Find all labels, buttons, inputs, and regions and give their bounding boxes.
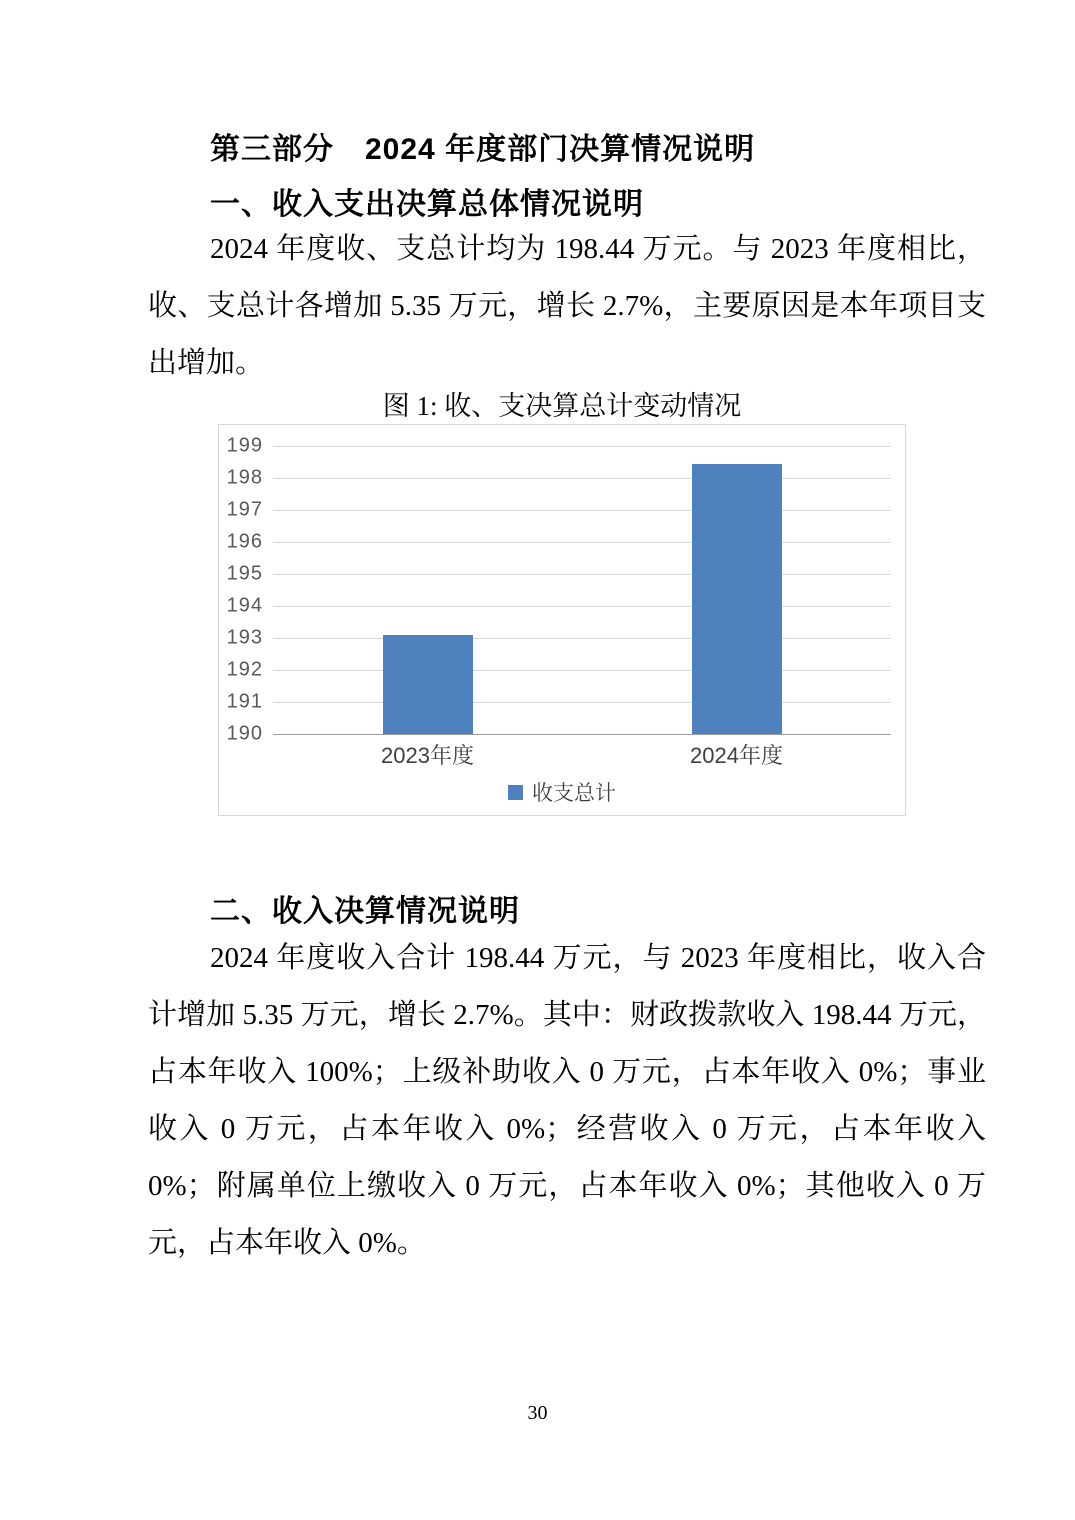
- gridline: [273, 478, 891, 479]
- legend-label: 收支总计: [532, 782, 616, 805]
- gridline: [273, 446, 891, 447]
- gridline: [273, 702, 891, 703]
- y-tick-label: 196: [226, 530, 263, 553]
- x-axis-label: 2023年度: [381, 743, 474, 768]
- section-1-title: 一、收入支出决算总体情况说明: [210, 188, 644, 221]
- bar-2024年度: [692, 464, 782, 734]
- y-tick-label: 190: [226, 722, 263, 745]
- y-tick-label: 194: [226, 594, 263, 617]
- legend-swatch-icon: [508, 785, 523, 800]
- bar-2023年度: [383, 635, 473, 734]
- page-number: 30: [527, 1402, 548, 1424]
- part-title: 第三部分 2024 年度部门决算情况说明: [210, 133, 756, 166]
- x-axis: [273, 739, 891, 769]
- gridline: [273, 510, 891, 511]
- section-2-title: 二、收入决算情况说明: [210, 895, 520, 928]
- gridline: [273, 670, 891, 671]
- x-axis-label: 2024年度: [690, 743, 783, 768]
- y-axis: [219, 434, 263, 745]
- gridline: [273, 574, 891, 575]
- y-tick-label: 191: [226, 690, 263, 713]
- gridline: [273, 542, 891, 543]
- y-tick-label: 195: [226, 562, 263, 585]
- gridline: [273, 606, 891, 607]
- figure-caption: 图 1: 收、支决算总计变动情况: [382, 391, 742, 421]
- y-tick-label: 198: [226, 466, 263, 489]
- y-tick-label: 197: [226, 498, 263, 521]
- paragraph-overview: 2024 年度收、支总计均为 198.44 万元。与 2023 年度相比，收、支总计各增加 5.35 万元，增长 2.7%，主要原因是本年项目支出增加。: [148, 233, 986, 379]
- y-tick-label: 193: [226, 626, 263, 649]
- y-tick-label: 199: [226, 434, 263, 457]
- bar-chart: [218, 424, 906, 816]
- y-tick-label: 192: [226, 658, 263, 681]
- plot-area: [273, 446, 891, 735]
- paragraph-income: 2024 年度收入合计 198.44 万元，与 2023 年度相比，收入合计增加 5.35 万元，增长 2.7%。其中：财政拨款收入 198.44 万元，占本年收入 100%；上级补助收入 0 万元，占本年收入 0%；事业收入 0 万元，占本年收入 0%；经营收入 0 万元，占本年收入 0%；附属单位上缴收入 0 万元，占本年收入 0%；其他收入 0 万元，占本年收入 0%。: [148, 942, 986, 1259]
- gridline: [273, 638, 891, 639]
- chart-legend: [219, 777, 905, 807]
